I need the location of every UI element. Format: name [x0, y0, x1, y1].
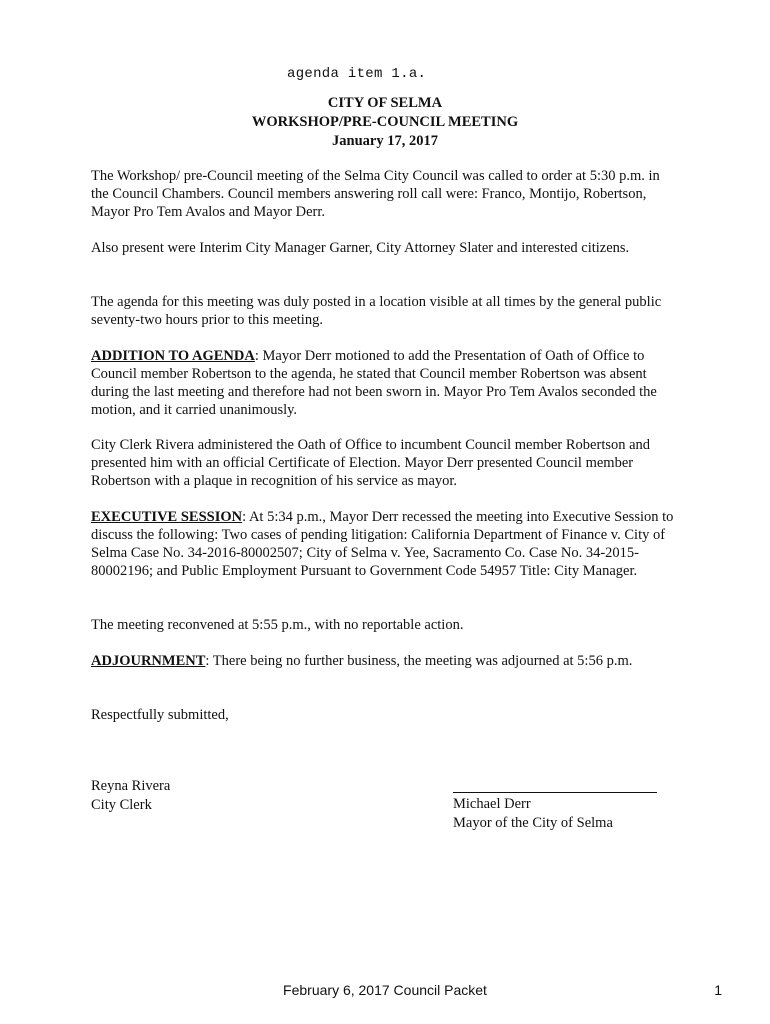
paragraph-respectfully-submitted: Respectfully submitted, — [91, 707, 229, 723]
paragraph-oath-of-office: City Clerk Rivera administered the Oath of Office to incumbent Council member Robertson and presented him with an official Certificate of Election. Mayor Derr presented Council member Robertson with a plaque in recognition of his service as mayor. — [91, 437, 651, 489]
paragraph-addition-to-agenda — [91, 347, 681, 419]
paragraph-executive-session — [91, 508, 681, 580]
document-header — [0, 94, 770, 151]
footer-packet-label: February 6, 2017 Council Packet — [283, 982, 487, 998]
paragraph-call-to-order: The Workshop/ pre-Council meeting of the Selma City Council was called to order at 5:30 p.m. in the Council Chambers. Council members answering roll call were: Franco, Montijo, Robertson, Mayor Pro Tem Avalos and Mayor Derr. — [91, 168, 660, 220]
mayor-name: Michael Derr — [453, 796, 531, 812]
paragraph-agenda-posted: The agenda for this meeting was duly posted in a location visible at all times by the general public seventy-two hours prior to this meeting. — [91, 294, 662, 328]
mayor-title: Mayor of the City of Selma — [453, 815, 613, 831]
page-number: 1 — [714, 982, 722, 998]
city-title: CITY OF SELMA — [327, 95, 443, 111]
signature-block-mayor — [453, 795, 613, 833]
clerk-name: Reyna Rivera — [91, 778, 171, 794]
adjournment-text: : There being no further business, the meeting was adjourned at 5:56 p.m. — [205, 653, 633, 669]
paragraph-adjournment — [91, 652, 681, 670]
clerk-title: City Clerk — [91, 797, 152, 813]
executive-session-text: : At 5:34 p.m., Mayor Derr recessed the meeting into Executive Session to discuss the following: Two cases of pending litigation: California Department of Finance v. City of Selma Case No. 34-2016-80002507; City of Selma v. Yee, Sacramento Co. Case No. 34-2015-80002196; and Public Employment Pursuant to Government Code 54957 Title: City Manager. — [91, 509, 674, 579]
meeting-title: WORKSHOP/PRE-COUNCIL MEETING — [251, 114, 519, 130]
section-heading-addition-to-agenda: ADDITION TO AGENDA — [91, 348, 255, 364]
signature-line — [453, 792, 657, 793]
paragraph-reconvened: The meeting reconvened at 5:55 p.m., with no reportable action. — [91, 617, 464, 633]
section-heading-executive-session: EXECUTIVE SESSION — [91, 509, 243, 525]
paragraph-also-present: Also present were Interim City Manager Garner, City Attorney Slater and interested citizens. — [91, 240, 630, 256]
section-heading-adjournment: ADJOURNMENT — [91, 653, 206, 669]
agenda-item-label: agenda item 1.a. — [287, 66, 427, 82]
meeting-date: January 17, 2017 — [332, 133, 438, 149]
addition-to-agenda-text: : Mayor Derr motioned to add the Presentation of Oath of Office to Council member Robertson to the agenda, he stated that Council member Robertson was absent during the last meeting and therefore had not been sworn in. Mayor Pro Tem Avalos seconded the motion, and it carried unanimously. — [91, 348, 657, 418]
signature-block-clerk — [91, 777, 170, 815]
